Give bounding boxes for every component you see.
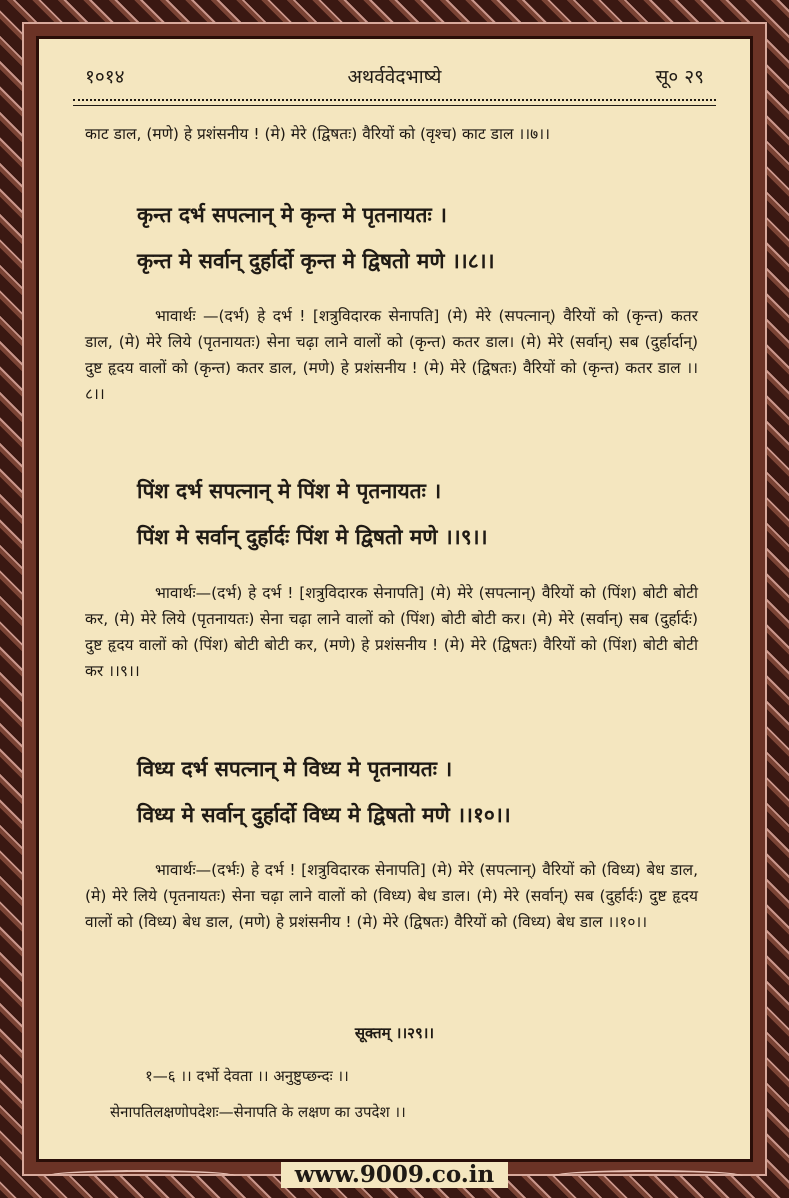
paragraph-7-tail: काट डाल, (मणे) हे प्रशंसनीय ! (मे) मेरे (द्विषतः) वैरियों को (वृश्च) काट डाल ।।७।।	[85, 125, 550, 143]
book-title: अथर्ववेदभाष्ये	[347, 66, 442, 88]
book-page	[36, 36, 753, 1162]
page-number: १०१४	[85, 66, 125, 88]
verse-10-line-1: विध्य दर्भ सपत्नान् मे विध्य मे पृतनायतः ।	[137, 757, 453, 781]
paragraph-9: भावार्थः—(दर्भ) हे दर्भ ! [शत्रुविदारक सेनापति] (मे) मेरे (सपत्नान्) वैरियों को (पिंश) बोटी बोटी कर, (मे) मेरे लिये (पृतनायतः) सेना चढ़ा लाने वालों को (पिंश) बोटी बोटी कर। (मे) मेरे (सर्वान्) सब (दुर्हार्दः) दुष्ट हृदय वालों को (पिंश) बोटी बोटी कर, (मणे) हे प्रशंसनीय ! (मे) मेरे (द्विषतः) वैरियों को (पिंश) बोटी बोटी कर ।।९।।	[85, 584, 698, 680]
verse-10-line-2: विध्य मे सर्वान् दुर्हार्दो विध्य मे द्विषतो मणे ।।१०।।	[137, 803, 511, 827]
verse-9-line-1: पिंश दर्भ सपत्नान् मे पिंश मे पृतनायतः ।	[137, 479, 442, 503]
footer-flourish-right	[553, 1170, 743, 1182]
verse-8-line-2: कृन्त मे सर्वान् दुर्हार्दो कृन्त मे द्विषतो मणे ।।८।।	[137, 249, 495, 273]
sukta-reference: सू० २९	[655, 66, 704, 88]
footer-flourish-left	[46, 1170, 236, 1182]
sukta-end: सूक्तम् ।।२९।।	[354, 1024, 435, 1042]
page-header	[85, 63, 704, 97]
paragraph-10: भावार्थः—(दर्भः) हे दर्भ ! [शत्रुविदारक सेनापति] (मे) मेरे (सपत्नान्) वैरियों को (विध्य) बेध डाल, (मे) मेरे लिये (पृतनायतः) सेना चढ़ा लाने वालों को (विध्य) बेध डाल। (मे) मेरे (सर्वान्) सब (दुर्हार्दः) दुष्ट हृदय वालों को (विध्य) बेध डाल, (मणे) हे प्रशंसनीय ! (मे) मेरे (द्विषतः) वैरियों को (विध्य) बेध डाल ।।१०।।	[85, 861, 698, 931]
verse-9-line-2: पिंश मे सर्वान् दुर्हार्दः पिंश मे द्विषतो मणे ।।९।।	[137, 525, 488, 549]
footer-band	[36, 1162, 753, 1188]
paragraph-8: भावार्थः —(दर्भ) हे दर्भ ! [शत्रुविदारक सेनापति] (मे) मेरे (सपत्नान्) वैरियों को (कृन्त) कतर डाल, (मे) मेरे लिये (पृतनायतः) सेना चढ़ा लाने वालों को (कृन्त) कतर डाल। (मे) मेरे (सर्वान्) सब (दुर्हार्दान्) दुष्ट हृदय वालों को (कृन्त) कतर डाल, (मणे) हे प्रशंसनीय ! (मे) मेरे (द्विषतः) वैरियों को (कृन्त) कतर डाल ।।८।।	[85, 307, 698, 403]
header-rule	[73, 99, 716, 106]
devata-line: १—६ ।। दर्भो देवता ।। अनुष्टुप्छन्दः ।।	[145, 1067, 349, 1085]
verse-8-line-1: कृन्त दर्भ सपत्नान् मे कृन्त मे पृतनायतः ।	[137, 203, 448, 227]
topic-line: सेनापतिलक्षणोपदेशः—सेनापति के लक्षण का उपदेश ।।	[110, 1103, 406, 1121]
website-link[interactable]: www.9009.co.in	[281, 1162, 509, 1188]
